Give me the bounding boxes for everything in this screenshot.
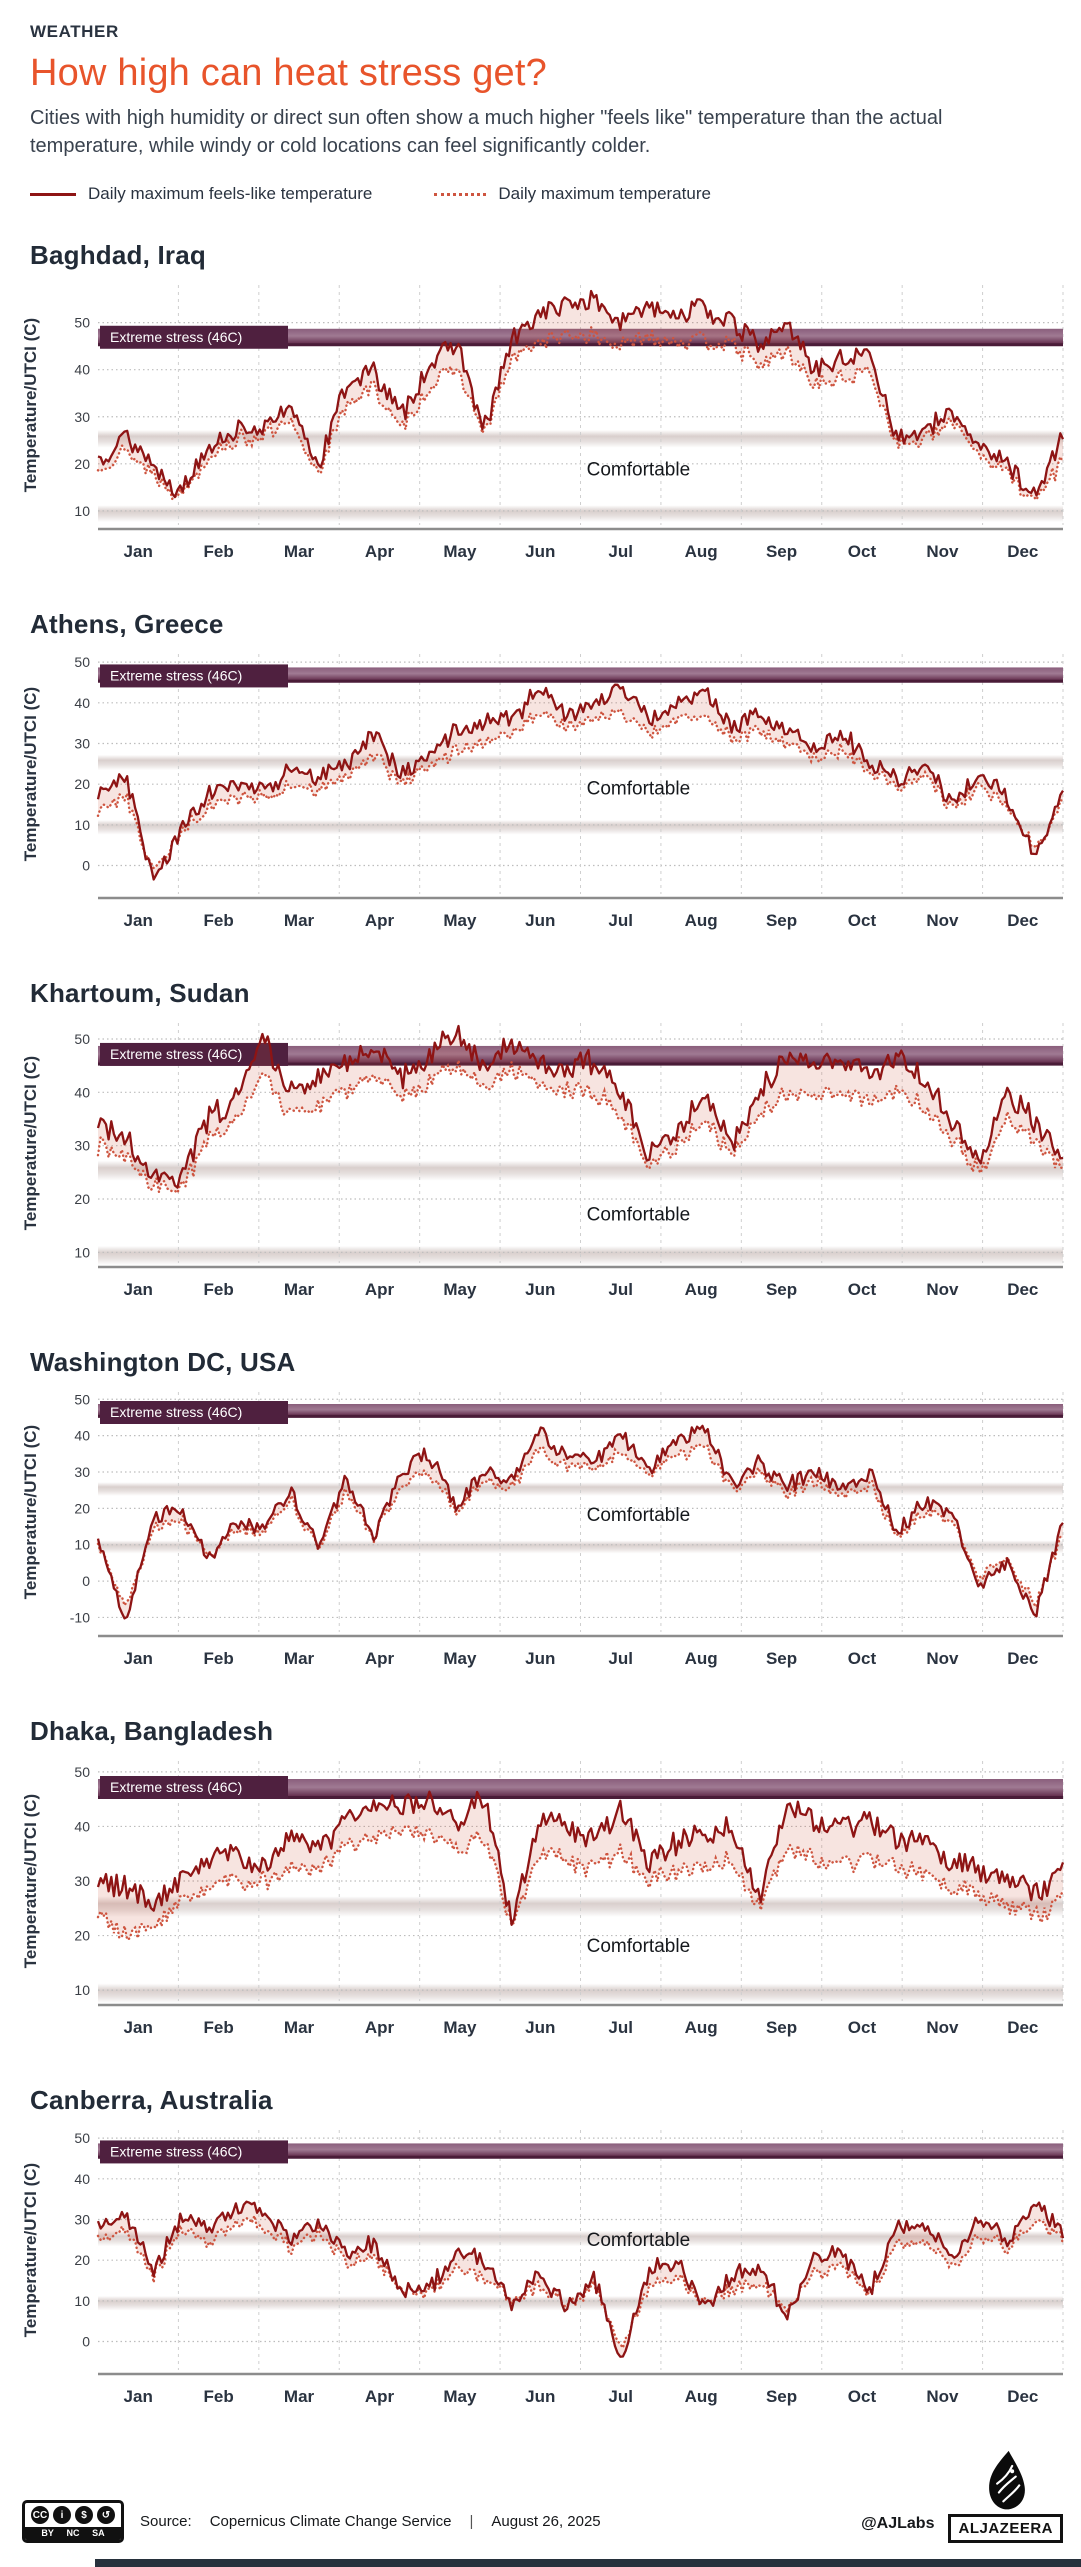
x-tick-label-month: Aug — [684, 2387, 718, 2407]
x-tick-label-month: Mar — [283, 911, 315, 931]
x-tick-label-month: Jan — [123, 542, 153, 562]
legend-item-feels-like — [30, 184, 372, 204]
x-tick-label-month: Jan — [123, 1649, 153, 1669]
x-tick-label-month: Jun — [525, 542, 556, 562]
extreme-stress-label: Extreme stress (46C) — [110, 1404, 243, 1421]
dotted-line-swatch — [434, 193, 486, 196]
y-tick-label: 10 — [74, 1982, 90, 1999]
cc-icon: ↺ — [97, 2506, 115, 2524]
x-tick-label-month: Jun — [525, 1649, 556, 1669]
y-tick-label: 40 — [74, 1818, 90, 1835]
y-tick-label: -10 — [69, 1609, 90, 1626]
source-label: Source: — [140, 2513, 192, 2531]
x-tick-label-month: Jun — [525, 2018, 556, 2038]
y-tick-label: 30 — [74, 735, 90, 752]
y-tick-label: 30 — [74, 408, 90, 425]
comfortable-zone-label: Comfortable — [586, 1505, 691, 1527]
cc-label: SA — [92, 2528, 105, 2539]
y-tick-label: 0 — [82, 857, 90, 874]
legend-label: Daily maximum feels-like temperature — [88, 184, 373, 204]
y-tick-label: 50 — [74, 314, 90, 331]
cc-label: BY — [41, 2528, 54, 2539]
cc-labels — [25, 2527, 121, 2540]
solid-line-swatch — [30, 193, 76, 196]
x-tick-label-month: Oct — [847, 1280, 877, 1300]
x-tick-label-month: Nov — [926, 1649, 959, 1669]
cc-icon: i — [53, 2506, 71, 2524]
x-tick-label-month: Jan — [123, 1280, 153, 1300]
y-tick-label: 20 — [74, 776, 90, 793]
x-tick-label-month: Aug — [684, 2018, 718, 2038]
chart-canberra — [0, 2085, 1081, 2424]
y-tick-label: 10 — [74, 1536, 90, 1553]
creative-commons-badge — [22, 2500, 124, 2543]
header — [0, 10, 1081, 160]
x-tick-label-month: Sep — [765, 542, 798, 562]
y-axis-title: Temperature/UTCI (C) — [21, 1055, 40, 1231]
x-tick-label-month: Dec — [1007, 2387, 1039, 2407]
footer-right — [861, 2450, 1067, 2543]
x-tick-label-month: Jul — [608, 2387, 633, 2407]
chart-baghdad — [0, 240, 1081, 579]
y-tick-label: 40 — [74, 1427, 90, 1444]
x-tick-label-month: May — [443, 1649, 477, 1669]
y-tick-label: 20 — [74, 1500, 90, 1517]
y-tick-label: 20 — [74, 1927, 90, 1944]
chart-title: Baghdad, Iraq — [30, 240, 206, 271]
cc-label: NC — [66, 2528, 80, 2539]
brand — [948, 2450, 1063, 2543]
x-tick-label-month: Sep — [765, 2387, 798, 2407]
y-axis-title: Temperature/UTCI (C) — [21, 1793, 40, 1969]
legend-item-actual — [434, 184, 711, 204]
chart-washington — [0, 1347, 1081, 1686]
x-tick-label-month: Nov — [926, 2018, 959, 2038]
legend — [0, 160, 1081, 210]
chart-title: Athens, Greece — [30, 609, 224, 640]
x-tick-label-month: Jan — [123, 911, 153, 931]
x-tick-label-month: May — [443, 2018, 477, 2038]
x-tick-label-month: Feb — [203, 542, 234, 562]
x-tick-label-month: Aug — [684, 911, 718, 931]
x-tick-label-month: Feb — [203, 2018, 234, 2038]
chart-athens — [0, 609, 1081, 948]
y-tick-label: 30 — [74, 1137, 90, 1154]
x-tick-label-month: Aug — [684, 1280, 718, 1300]
x-tick-label-month: Nov — [926, 911, 959, 931]
y-tick-label: 40 — [74, 2171, 90, 2188]
y-tick-label: 40 — [74, 1084, 90, 1101]
x-tick-label-month: Jul — [608, 1280, 633, 1300]
y-tick-label: 20 — [74, 456, 90, 473]
legend-label: Daily maximum temperature — [498, 184, 711, 204]
cc-icon: CC — [31, 2506, 49, 2524]
y-tick-label: 30 — [74, 1873, 90, 1890]
y-tick-label: 30 — [74, 2211, 90, 2228]
x-tick-label-month: Oct — [847, 1649, 877, 1669]
y-tick-label: 10 — [74, 503, 90, 520]
y-tick-label: 50 — [74, 1764, 90, 1781]
y-tick-label: 20 — [74, 2252, 90, 2269]
x-tick-label-month: Mar — [283, 1649, 315, 1669]
y-tick-label: 0 — [82, 2333, 90, 2350]
chart-canvas — [18, 1753, 1081, 2055]
x-tick-label-month: Feb — [203, 1649, 234, 1669]
chart-title: Canberra, Australia — [30, 2085, 273, 2116]
x-tick-label-month: Aug — [684, 542, 718, 562]
x-tick-label-month: Jun — [525, 911, 556, 931]
comfortable-zone-label: Comfortable — [586, 2230, 691, 2252]
source-text: Copernicus Climate Change Service — [209, 2513, 452, 2531]
x-tick-label-month: Oct — [847, 911, 877, 931]
x-tick-label-month: Jul — [608, 911, 633, 931]
y-tick-label: 10 — [74, 2293, 90, 2310]
x-tick-label-month: Mar — [283, 542, 315, 562]
chart-title: Khartoum, Sudan — [30, 978, 250, 1009]
x-tick-label-month: Nov — [926, 1280, 959, 1300]
chart-title: Washington DC, USA — [30, 1347, 296, 1378]
x-tick-label-month: Oct — [847, 2387, 877, 2407]
chart-khartoum — [0, 978, 1081, 1317]
y-tick-label: 10 — [74, 1244, 90, 1261]
x-tick-label-month: Nov — [926, 542, 959, 562]
x-tick-label-month: Jan — [123, 2387, 153, 2407]
x-tick-label-month: Feb — [203, 2387, 234, 2407]
footer-left — [22, 2500, 601, 2543]
y-tick-label: 40 — [74, 361, 90, 378]
x-tick-label-month: Dec — [1007, 911, 1039, 931]
y-tick-label: 50 — [74, 2130, 90, 2147]
x-tick-label-month: Oct — [847, 542, 877, 562]
x-tick-label-month: Sep — [765, 2018, 798, 2038]
chart-dhaka — [0, 1716, 1081, 2055]
y-tick-label: 50 — [74, 1391, 90, 1408]
bottom-bar — [95, 2559, 1081, 2567]
cc-icon: $ — [75, 2506, 93, 2524]
x-tick-label-month: Dec — [1007, 542, 1039, 562]
x-tick-label-month: Sep — [765, 911, 798, 931]
x-tick-label-month: Aug — [684, 1649, 718, 1669]
extreme-stress-label: Extreme stress (46C) — [110, 667, 243, 684]
extreme-stress-label: Extreme stress (46C) — [110, 1046, 243, 1063]
x-tick-label-month: Nov — [926, 2387, 959, 2407]
comfortable-zone-label: Comfortable — [586, 1204, 691, 1226]
x-tick-label-month: Jan — [123, 2018, 153, 2038]
page-title: How high can heat stress get? — [30, 52, 547, 94]
chart-canvas — [18, 646, 1081, 948]
chart-canvas — [18, 277, 1081, 579]
chart-canvas — [18, 2122, 1081, 2424]
x-tick-label-month: Feb — [203, 911, 234, 931]
x-tick-label-month: May — [443, 911, 477, 931]
x-tick-label-month: Feb — [203, 1280, 234, 1300]
chart-title: Dhaka, Bangladesh — [30, 1716, 274, 1747]
y-axis-title: Temperature/UTCI (C) — [21, 686, 40, 862]
x-tick-label-month: Sep — [765, 1280, 798, 1300]
cc-icons — [25, 2503, 121, 2527]
x-tick-label-month: Apr — [364, 542, 395, 562]
section-kicker: WEATHER — [30, 22, 119, 41]
x-tick-label-month: Apr — [364, 2387, 395, 2407]
y-axis-title: Temperature/UTCI (C) — [21, 2162, 40, 2338]
chart-canvas — [18, 1015, 1081, 1317]
separator: | — [469, 2513, 474, 2531]
comfortable-zone-label: Comfortable — [586, 778, 691, 800]
x-tick-label-month: Apr — [364, 911, 395, 931]
y-tick-label: 0 — [82, 1573, 90, 1590]
extreme-stress-label: Extreme stress (46C) — [110, 2143, 243, 2160]
x-tick-label-month: Mar — [283, 2018, 315, 2038]
x-tick-label-month: May — [443, 542, 477, 562]
comfort-zone-band — [98, 1896, 1063, 1917]
y-tick-label: 30 — [74, 1464, 90, 1481]
extreme-stress-label: Extreme stress (46C) — [110, 328, 243, 345]
y-tick-label: 50 — [74, 654, 90, 671]
x-tick-label-month: Apr — [364, 1280, 395, 1300]
extreme-stress-label: Extreme stress (46C) — [110, 1779, 243, 1796]
y-tick-label: 40 — [74, 695, 90, 712]
x-tick-label-month: Jun — [525, 2387, 556, 2407]
y-axis-title: Temperature/UTCI (C) — [21, 1424, 40, 1600]
x-tick-label-month: Mar — [283, 2387, 315, 2407]
x-tick-label-month: Mar — [283, 1280, 315, 1300]
y-axis-title: Temperature/UTCI (C) — [21, 317, 40, 493]
x-tick-label-month: Jul — [608, 2018, 633, 2038]
aljazeera-calligraphy-logo — [979, 2450, 1033, 2512]
comfort-zone-band — [98, 505, 1063, 522]
x-tick-label-month: Jul — [608, 542, 633, 562]
x-tick-label-month: Sep — [765, 1649, 798, 1669]
comfortable-zone-label: Comfortable — [586, 1936, 691, 1958]
y-tick-label: 20 — [74, 1191, 90, 1208]
x-tick-label-month: Oct — [847, 2018, 877, 2038]
aljazeera-wordmark: ALJAZEERA — [948, 2514, 1063, 2543]
page-subtitle: Cities with high humidity or direct sun often show a much higher "feels like" temperature than the actual temperature, while windy or cold locations can feel significantly colder. — [30, 107, 943, 157]
chart-canvas — [18, 1384, 1081, 1686]
publish-date: August 26, 2025 — [491, 2513, 601, 2531]
x-tick-label-month: Jun — [525, 1280, 556, 1300]
ajlabs-credit: @AJLabs — [861, 2515, 935, 2533]
x-tick-label-month: May — [443, 1280, 477, 1300]
source-line — [140, 2513, 601, 2530]
x-tick-label-month: May — [443, 2387, 477, 2407]
footer — [0, 2424, 1081, 2549]
x-tick-label-month: Apr — [364, 1649, 395, 1669]
x-tick-label-month: Dec — [1007, 1280, 1039, 1300]
x-tick-label-month: Jul — [608, 1649, 633, 1669]
x-tick-label-month: Dec — [1007, 1649, 1039, 1669]
y-tick-label: 10 — [74, 817, 90, 834]
comfortable-zone-label: Comfortable — [586, 459, 691, 481]
y-tick-label: 50 — [74, 1031, 90, 1048]
x-tick-label-month: Dec — [1007, 2018, 1039, 2038]
x-tick-label-month: Apr — [364, 2018, 395, 2038]
